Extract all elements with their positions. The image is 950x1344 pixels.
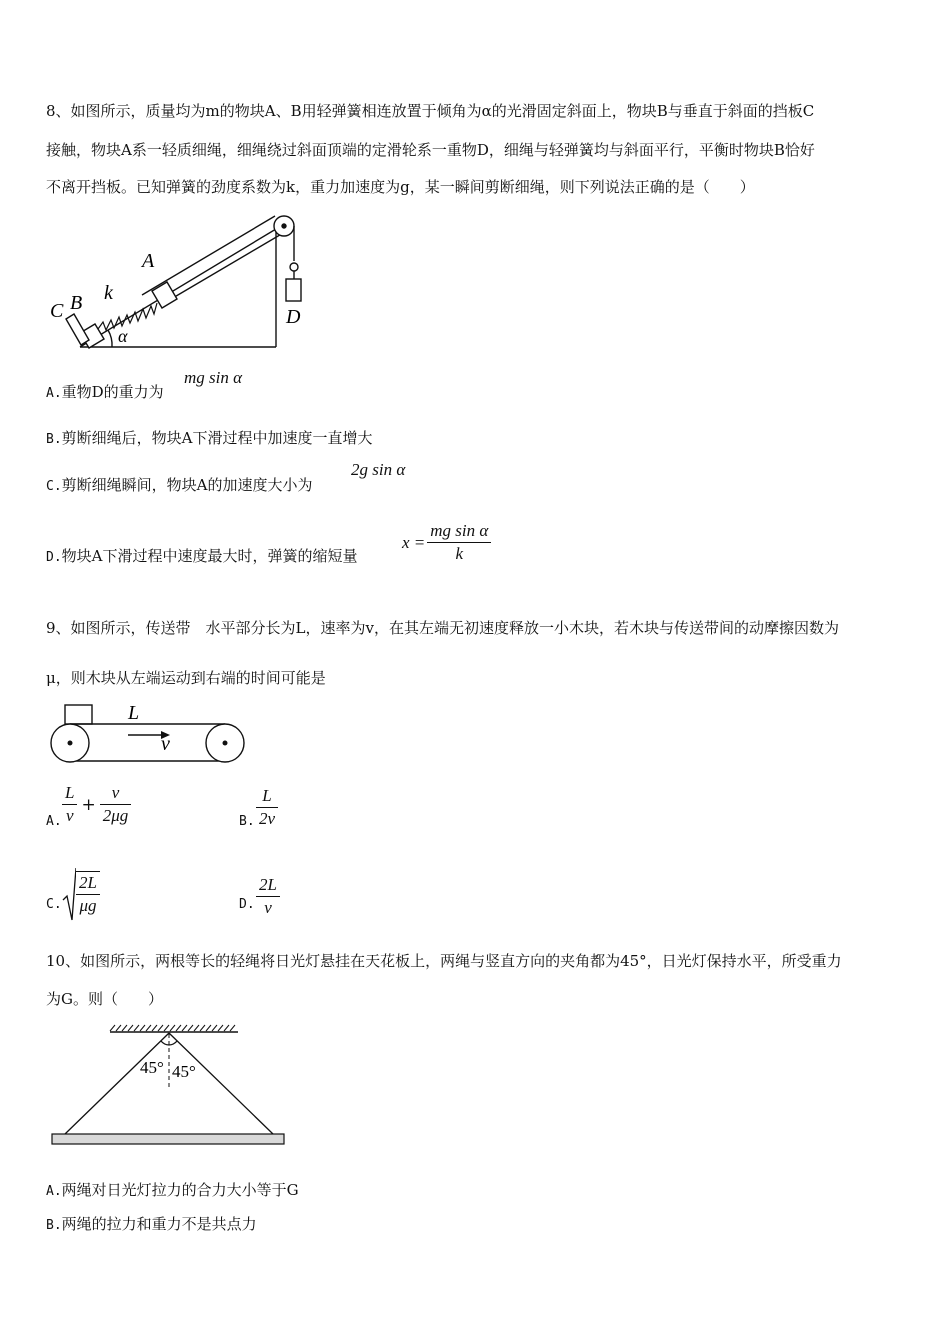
q9-option-d: $\frac{2L}{v}$ — [256, 874, 280, 919]
q8-option-c: C.剪断细绳瞬间，物块A的加速度大小为 — [46, 476, 313, 494]
q10-line-2: 为G。则（ ） — [46, 990, 163, 1008]
q10-lamp-figure — [48, 1020, 288, 1150]
q10-line-1: 10、如图所示，两根等长的轻绳将日光灯悬挂在天花板上，两绳与竖直方向的夹角都为45°，日光灯保持水平，所受重力 — [46, 952, 842, 970]
q9-line-1: 9、如图所示，传送带 水平部分长为L，速率为v，在其左端无初速度释放一小木块，若木块与传送带间的动摩擦因数为 — [46, 619, 839, 637]
label-k: k — [104, 282, 113, 304]
q8-option-d: D.物块A下滑过程中速度最大时，弹簧的缩短量 — [46, 547, 358, 565]
q10-option-a: A.两绳对日光灯拉力的合力大小等于G — [46, 1181, 299, 1199]
angle-left-label: 45° — [140, 1058, 164, 1077]
q9-option-c-label: C. — [46, 897, 62, 912]
q8-option-c-formula: 2g sin α — [351, 460, 406, 479]
q8-option-d-formula: x = $\frac{\text{mg sin α}}{k}$ — [402, 520, 491, 565]
label-d: D — [286, 306, 301, 328]
label-l: L — [128, 702, 140, 724]
q8-option-b: B.剪断细绳后，物块A下滑过程中加速度一直增大 — [46, 429, 373, 447]
q9-option-c: $\frac{2L}{\mu g}$ — [62, 866, 100, 922]
label-c: C — [50, 300, 64, 322]
q9-option-b: $\frac{L}{2v}$ — [256, 785, 278, 830]
q8-line-1: 8、如图所示，质量均为m的物块A、B用轻弹簧相连放置于倾角为α的光滑固定斜面上，物块B与垂直于斜面的挡板C — [46, 102, 815, 120]
q9-option-b-label: B. — [239, 814, 255, 829]
q9-option-a: $\frac{L}{v}$ + $\frac{v}{2\mu g}$ — [62, 782, 131, 827]
q9-line-2: μ，则木块从左端运动到右端的时间可能是 — [46, 669, 326, 687]
label-b: B — [70, 292, 83, 314]
angle-right-label: 45° — [172, 1062, 196, 1081]
q8-line-2: 接触，物块A系一轻质细绳，细绳绕过斜面顶端的定滑轮系一重物D，细绳与轻弹簧均与斜面平行，平衡时物块B恰好 — [46, 141, 815, 159]
q8-option-a: A.重物D的重力为 — [46, 383, 164, 401]
q9-option-d-label: D. — [239, 897, 255, 912]
q9-option-a-label: A. — [46, 814, 62, 829]
q8-option-a-formula: mg sin α — [184, 368, 243, 387]
lamp-tube — [52, 1134, 284, 1144]
q10-option-b: B.两绳的拉力和重力不是共点力 — [46, 1215, 257, 1233]
q9-conveyor-figure — [46, 700, 251, 766]
q8-incline-figure — [40, 205, 330, 355]
label-a: A — [142, 250, 155, 272]
block-a — [152, 282, 177, 308]
sqrt-sign-icon — [62, 866, 76, 922]
label-alpha: α — [118, 326, 128, 346]
spring — [98, 303, 157, 330]
q8-line-3: 不离开挡板。已知弹簧的劲度系数为k，重力加速度为g，某一瞬间剪断细绳，则下列说法正确的是（ ） — [46, 178, 755, 196]
label-v: v — [161, 733, 170, 755]
